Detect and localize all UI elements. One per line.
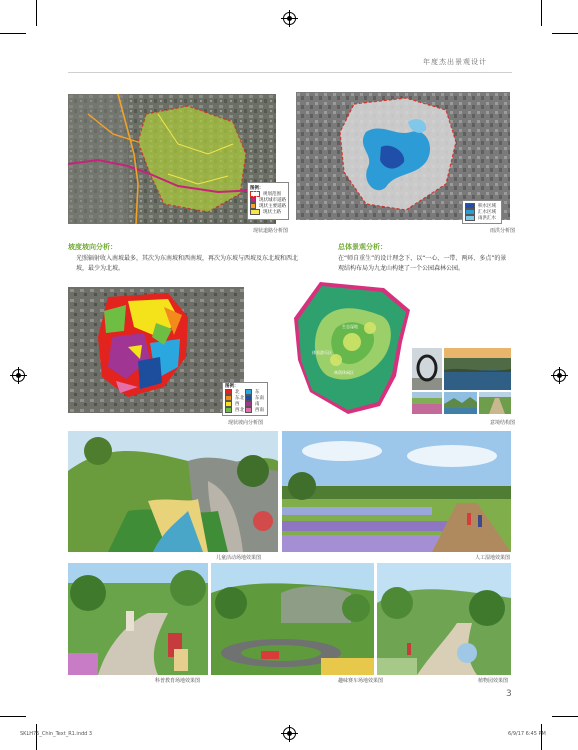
plan-label: 生态湿地: [342, 324, 358, 329]
lake-photo: [444, 348, 511, 390]
crop-mark: [0, 716, 26, 717]
crop-mark: [36, 724, 37, 750]
footer-slug-right: 6/9/17 6:45 PM: [508, 731, 546, 737]
structure-plan-diagram: [292, 280, 412, 416]
legend-item: 雨洪汇水: [465, 215, 499, 221]
page-header-title: 年度杰出景观设计: [423, 58, 487, 66]
legend-swatch: [225, 407, 232, 413]
crop-mark: [541, 0, 542, 26]
traffic-analysis-map: [68, 94, 276, 224]
slope-section-text: 光照辐射收入南坡最多，其次为东南坡和西南坡，再次为东坡与西坡及东北坡和西北坡，最少为北坡。: [76, 255, 299, 272]
page-number: 3: [506, 689, 512, 699]
figure-caption: 现状道路分析图: [253, 228, 289, 234]
header-rule: [68, 72, 512, 73]
slope-section-title: 坡度坡向分析：: [68, 243, 117, 251]
legend-item: 积水区域: [465, 203, 499, 209]
botanical-garden-render: [377, 563, 511, 675]
crop-mark: [0, 33, 26, 34]
registration-mark-icon: [553, 369, 566, 382]
garden-photo: [412, 392, 442, 414]
legend-item: 西南: [245, 407, 265, 413]
overall-section-text: 在“师自重生”的设计理念下，以“一心、一带、两环、多点”的景观结构布局为九龙山构建了一个公园森林公园。: [338, 255, 507, 272]
figure-caption: 现状坡向分析图: [228, 420, 264, 426]
legend-swatch: [250, 209, 260, 215]
education-area-render: [68, 563, 208, 675]
figure-caption: 科普教育场地效果图: [155, 678, 201, 684]
hills-photo: [444, 392, 477, 414]
legend-item: 规划范围: [250, 191, 286, 197]
wetland-render: [282, 431, 511, 552]
crop-mark: [552, 716, 578, 717]
sculpture-photo: [412, 348, 442, 390]
plan-label: 体验游乐区: [312, 350, 332, 355]
registration-mark-icon: [12, 369, 25, 382]
legend-title: 图例：: [225, 384, 239, 389]
legend-title: 图例：: [250, 186, 264, 191]
traffic-legend: [247, 182, 289, 220]
crop-mark: [552, 33, 578, 34]
figure-caption: 趣味赛车场地效果图: [338, 678, 384, 684]
figure-caption: 人工湿地效果图: [475, 555, 511, 561]
legend-item: 现状土路: [250, 209, 286, 215]
registration-mark-icon: [283, 12, 296, 25]
figure-caption: 意境结构图: [490, 420, 516, 426]
slope-legend: [222, 382, 268, 416]
slope-aspect-map: [68, 287, 244, 413]
legend-item: 现状城市道路: [250, 197, 286, 203]
legend-item: 西北: [225, 407, 245, 413]
crop-mark: [541, 724, 542, 750]
water-legend: [462, 200, 502, 224]
legend-item: 北: [225, 389, 245, 395]
registration-mark-icon: [283, 727, 296, 740]
overall-section-title: 总体景观分析：: [338, 243, 387, 251]
footer-slug-left: SKLH75_Chin_Text_R1.indd 3: [20, 731, 93, 737]
legend-swatch: [245, 407, 252, 413]
legend-item: 东: [245, 389, 265, 395]
path-photo: [479, 392, 511, 414]
figure-caption: 儿童活动场地效果图: [216, 555, 262, 561]
figure-caption: 植物园效果图: [478, 678, 509, 684]
crop-mark: [36, 0, 37, 26]
children-area-render: [68, 431, 278, 552]
figure-caption: 雨洪分析图: [490, 228, 516, 234]
plan-label: 林荫休闲区: [334, 370, 354, 375]
legend-swatch: [465, 215, 475, 221]
kart-racing-render: [211, 563, 374, 675]
legend-item: 南: [245, 401, 265, 407]
legend-item: 西: [225, 401, 245, 407]
legend-item: 汇水区域: [465, 209, 499, 215]
legend-item: 东北: [225, 395, 245, 401]
legend-item: 东南: [245, 395, 265, 401]
legend-item: 现状主要道路: [250, 203, 286, 209]
